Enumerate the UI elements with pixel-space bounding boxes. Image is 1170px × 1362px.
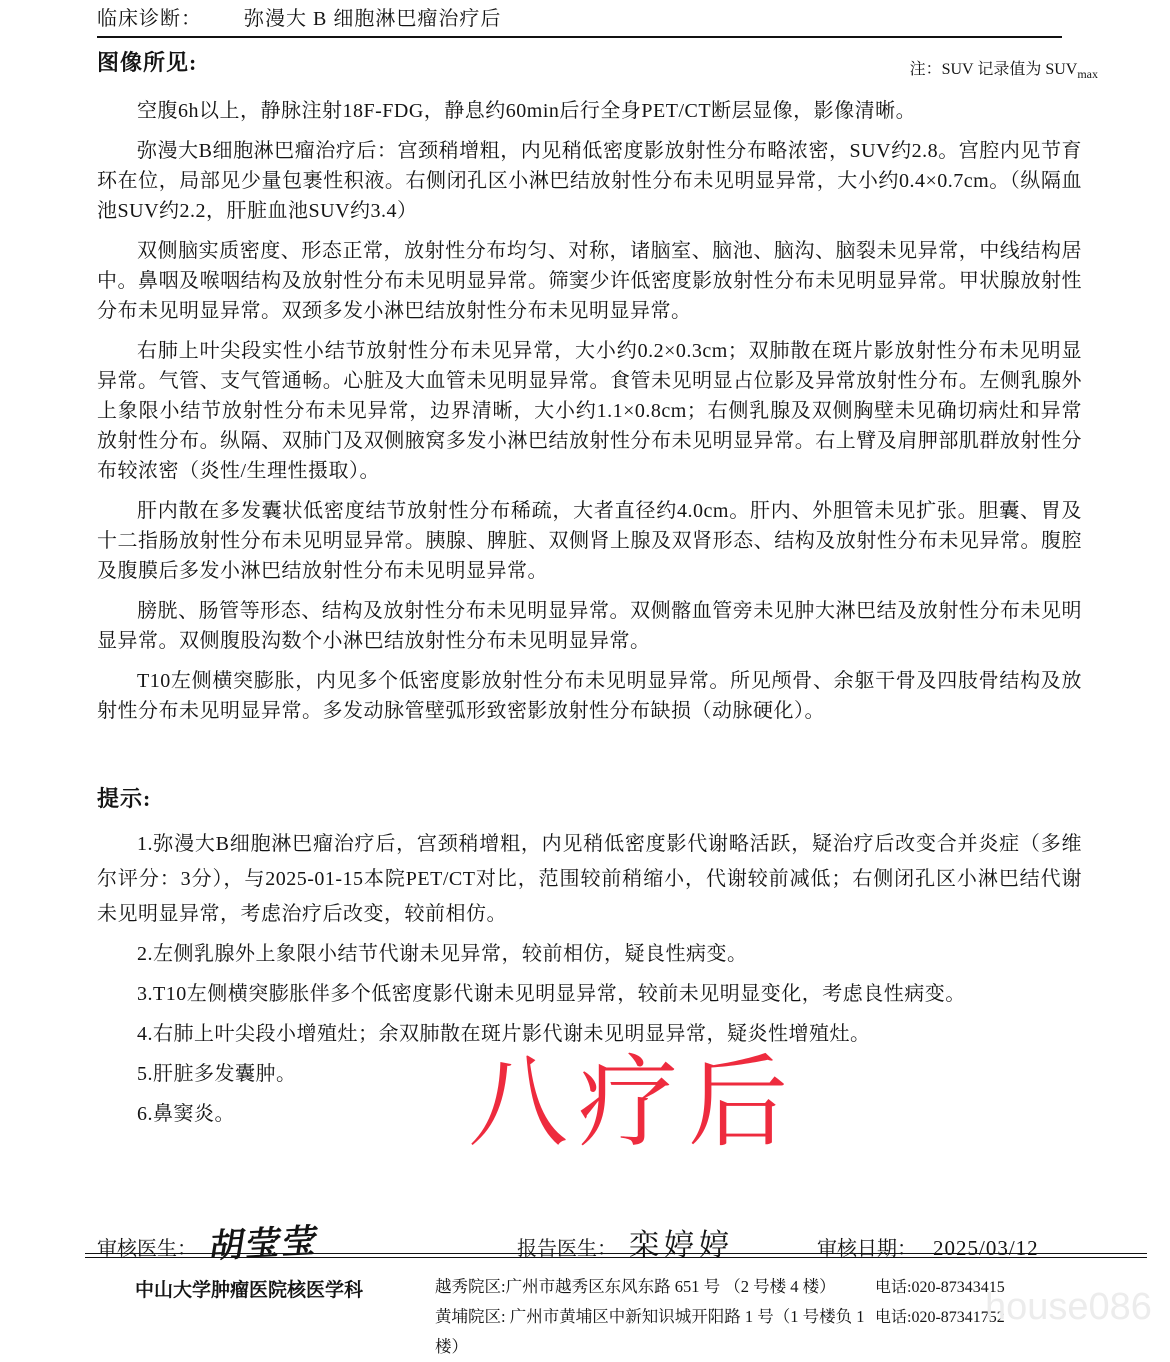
suv-note-subscript: max bbox=[1077, 67, 1098, 82]
findings-paragraph: 膀胱、肠管等形态、结构及放射性分布未见明显异常。双侧髂血管旁未见肿大淋巴结及放射性分布未见明显异常。双侧腹股沟数个小淋巴结放射性分布未见明显异常。 bbox=[97, 600, 1082, 653]
impression-item: 6.鼻窦炎。 bbox=[137, 1103, 235, 1126]
clinical-diagnosis-label: 临床诊断： bbox=[97, 8, 202, 30]
findings-paragraph: 肝内散在多发囊状低密度结节放射性分布稀疏，大者直径约4.0cm。肝内、外胆管未见扩张。胆囊、胃及十二指肠放射性分布未见明显异常。胰腺、脾脏、双侧肾上腺及双肾形态、结构及放射性分布未见异常。腹腔及腹膜后多发小淋巴结放射性分布未见明显异常。 bbox=[97, 500, 1082, 583]
findings-paragraph: 弥漫大B细胞淋巴瘤治疗后：宫颈稍增粗，内见稍低密度影放射性分布略浓密，SUV约2.8。宫腔内见节育环在位，局部见少量包裹性积液。右侧闭孔区小淋巴结放射性分布未见明显异常，大小约0.4×0.7cm。（纵隔血池SUV约2.2，肝脏血池SUV约3.4） bbox=[97, 140, 1082, 223]
header-divider bbox=[97, 36, 1062, 38]
suv-note bbox=[910, 56, 1098, 82]
faint-watermark: house086 bbox=[985, 1286, 1152, 1328]
findings-paragraph: 右肺上叶尖段实性小结节放射性分布未见异常，大小约0.2×0.3cm；双肺散在斑片影放射性分布未见明显异常。气管、支气管通畅。心脏及大血管未见明显异常。食管未见明显占位影及异常放射性分布。左侧乳腺外上象限小结节放射性分布未见异常，边界清晰，大小约1.1×0.8cm；右侧乳腺及双侧胸壁未见确切病灶和异常放射性分布。纵隔、双肺门及双侧腋窝多发小淋巴结放射性分布未见明显异常。右上臂及肩胛部肌群放射性分布较浓密（炎性/生理性摄取）。 bbox=[97, 340, 1082, 483]
impressions-title: 提示: bbox=[97, 786, 152, 812]
clinical-diagnosis-row bbox=[97, 6, 1082, 32]
reporter-name: 栾婷婷 bbox=[629, 1229, 734, 1262]
review-date-label: 审核日期： bbox=[817, 1238, 917, 1260]
impression-item: 4.右肺上叶尖段小增殖灶；余双肺散在斑片影代谢未见明显异常，疑炎性增殖灶。 bbox=[137, 1023, 871, 1046]
suv-note-text: 注：SUV 记录值为 SUV bbox=[909, 61, 1078, 78]
impression-item: 3.T10左侧横突膨胀伴多个低密度影代谢未见明显异常，较前未见明显变化，考虑良性病变。 bbox=[137, 983, 966, 1006]
reviewer-label: 审核医生： bbox=[97, 1238, 197, 1260]
findings-title: 图像所见: bbox=[97, 50, 198, 75]
red-stamp-text: 八疗后 bbox=[468, 1048, 798, 1159]
findings-paragraph: 双侧脑实质密度、形态正常，放射性分布均匀、对称，诸脑室、脑池、脑沟、脑裂未见异常，中线结构居中。鼻咽及喉咽结构及放射性分布未见明显异常。筛窦少许低密度影放射性分布未见明显异常。甲状腺放射性分布未见明显异常。双颈多发小淋巴结放射性分布未见明显异常。 bbox=[97, 240, 1082, 323]
reviewer-signature: 胡莹莹 bbox=[206, 1223, 322, 1266]
footer-divider bbox=[85, 1253, 1147, 1258]
clinical-diagnosis-value: 弥漫大 B 细胞淋巴瘤治疗后 bbox=[244, 8, 502, 30]
impression-item: 1.弥漫大B细胞淋巴瘤治疗后，宫颈稍增粗，内见稍低密度影代谢略活跃，疑治疗后改变合并炎症（多维尔评分：3分），与2025-01-15本院PET/CT对比，范围较前稍缩小，代谢较前减低；右侧闭孔区小淋巴结代谢未见明显异常，考虑治疗后改变，较前相仿。 bbox=[97, 833, 1082, 926]
findings-paragraph: T10左侧横突膨胀，内见多个低密度影放射性分布未见明显异常。所见颅骨、余躯干骨及四肢骨结构及放射性分布未见明显异常。多发动脉管壁弧形致密影放射性分布缺损（动脉硬化）。 bbox=[97, 670, 1082, 723]
campus-address-line: 黄埔院区: 广州市黄埔区中新知识城开阳路 1 号（1 号楼负 1 楼） bbox=[435, 1307, 865, 1356]
findings-body bbox=[97, 96, 1082, 726]
department-name: 中山大学肿瘤医院核医学科 bbox=[135, 1280, 364, 1301]
impression-item: 5.肝脏多发囊肿。 bbox=[137, 1063, 297, 1086]
impression-item: 2.左侧乳腺外上象限小结节代谢未见异常，较前相仿，疑良性病变。 bbox=[137, 943, 748, 966]
review-date-value: 2025/03/12 bbox=[933, 1236, 1039, 1260]
campus-addresses bbox=[435, 1272, 875, 1362]
campus-address-line: 越秀院区:广州市越秀区东风东路 651 号 （2 号楼 4 楼） bbox=[435, 1277, 836, 1296]
reporter-label: 报告医生： bbox=[517, 1238, 617, 1260]
findings-header bbox=[97, 46, 1098, 82]
phone-line: 电话:020-87343415 bbox=[875, 1279, 1005, 1296]
findings-paragraph: 空腹6h以上，静脉注射18F-FDG，静息约60min后行全身PET/CT断层显像，影像清晰。 bbox=[137, 100, 917, 123]
phone-line: 电话:020-87341752 bbox=[875, 1309, 1005, 1326]
